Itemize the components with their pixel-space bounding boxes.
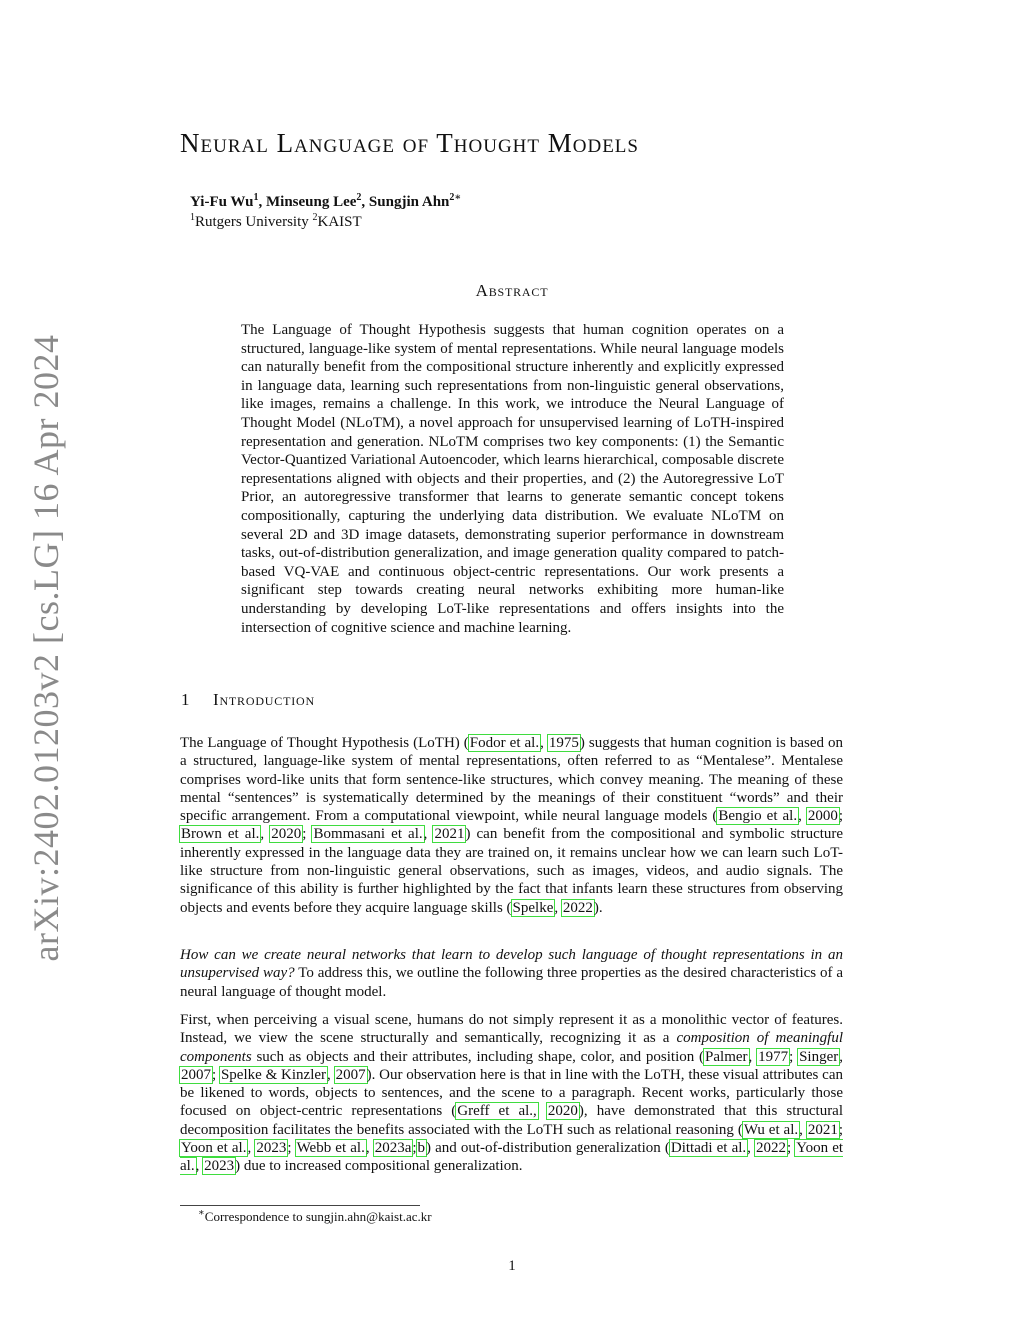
citation-link[interactable]: Spelke & Kinzler (220, 1066, 327, 1083)
section-number: 1 (181, 690, 191, 709)
body-text: The Language of Thought Hypothesis (LoTH) ( (180, 735, 469, 751)
citation-link[interactable]: 2023a (374, 1140, 412, 1157)
footnote (198, 1208, 432, 1225)
page-number: 1 (508, 1258, 516, 1274)
abstract-body: The Language of Thought Hypothesis suggests that human cognition operates on a structured, language-like system of mental representations. While neural language models can naturally benefit from the compositional structure inherently and explicitly expressed in language data, learning such representations from non-linguistic general observations, like images, remains a challenge. In this work, we introduce the Neural Language of Thought Model (NLoTM), a novel approach for unsupervised learning of LoTH-inspired representation and generation. NLoTM comprises two key components: (1) the Semantic Vector-Quantized Variational Autoencoder, which learns hierarchical, composable discrete representations aligned with objects and their properties, and (2) the Autoregressive LoT Prior, an autoregressive transformer that learns to generate semantic concept tokens compositionally, capturing the underlying data distribution. We evaluate NLoTM on several 2D and 3D image datasets, demonstrating superior performance in downstream tasks, out-of-distribution generalization, and image generation quality compared to patch-based VQ-VAE and continuous object-centric representations. Our work presents a significant step towards creating neural networks exhibiting more human-like understanding by developing LoT-like representations and offers insights into the intersection of cognitive science and machine learning. (241, 322, 784, 636)
body-text: , (195, 1158, 204, 1175)
body-text: , (423, 826, 434, 843)
citation-link[interactable]: Yoon et al. (180, 1140, 844, 1175)
abstract-heading: Abstract (475, 281, 549, 300)
body-text: ) can benefit from the compositional and symbolic structure inherently expressed in the language data they are trained on, it remains unclear how we can learn such LoT-like structure from non-linguistic general observations, such as images, videos, and audio signals. The significance of this ability is further highlighted by the fact that infants learn these structures from observing objects and events before they acquire language skills ( (180, 826, 844, 916)
section-heading (181, 690, 315, 710)
citation-link[interactable]: 2022 (562, 899, 593, 916)
citation-link[interactable]: Singer (799, 1048, 839, 1065)
body-text: ) and out-of-distribution generalization ( (426, 1140, 670, 1157)
citation-link[interactable]: 2000 (807, 808, 838, 825)
emphasis-text: How can we create neural networks that learn to develop such language of thought representations in an unsupervised way? (180, 947, 843, 982)
section-title: Introduction (213, 690, 315, 709)
citation-link[interactable]: b (417, 1140, 426, 1157)
body-text: , (247, 1140, 256, 1157)
affiliation-mark: 1 (190, 212, 195, 223)
citation-link[interactable]: 1975 (548, 735, 579, 751)
body-text: , (798, 808, 807, 825)
body-text: , (365, 1140, 374, 1157)
citation-link[interactable]: Fodor et al. (469, 735, 540, 751)
body-text: First, when perceiving a visual scene, humans do not simply represent it as a monolithic vector of features. Instead, we view the scene structurally and semantically, recognizing it as a (180, 1012, 843, 1047)
affiliation-mark: 1 (253, 192, 259, 203)
affiliation-mark: 2∗ (449, 192, 462, 203)
footnote-text: Correspondence to sungjin.ahn@kaist.ac.kr (204, 1209, 432, 1224)
affiliation-mark: 2 (356, 192, 362, 203)
citation-link[interactable]: 2023 (204, 1158, 235, 1175)
body-text: ). Our observation here is that in line with the LoTH, these visual attributes can be likened to words, objects to sentences, and the scene to a paragraph. Recent works, particularly those focused on object-centric representations ( (180, 1066, 843, 1120)
body-text: , (799, 1121, 807, 1138)
affiliation-mark: 2 (312, 212, 318, 223)
body-text: To address this, we outline the following three properties as the desired characteristics of a neural language of thought model. (180, 965, 843, 1000)
body-text: ). (593, 899, 603, 916)
author-name: Minseung Lee (266, 194, 357, 210)
citation-link[interactable]: Spelke (512, 899, 554, 916)
citation-link[interactable]: 2020 (271, 826, 302, 843)
body-text: , (327, 1066, 335, 1083)
body-text: , (260, 826, 271, 843)
body-text: ; (838, 1121, 843, 1138)
body-text: ), have demonstrated that this structural decomposition facilitates the benefits associated with the LoTH such as relational reasoning ( (180, 1103, 844, 1138)
body-text: ; (789, 1048, 799, 1065)
citation-link[interactable]: Palmer (705, 1048, 748, 1065)
citation-link[interactable]: Yoon et al. (181, 1140, 247, 1157)
paper-title: Neural Language of Thought Models (180, 128, 639, 158)
body-text: ; (212, 1066, 220, 1083)
citation-link[interactable]: 2023 (256, 1140, 287, 1157)
citation-link[interactable]: Bommasani et al. (313, 826, 423, 843)
body-text: , (554, 899, 562, 916)
citation-link[interactable]: 2007 (181, 1066, 211, 1083)
emphasis-text: composition of meaningful components (180, 1030, 843, 1065)
citation-link[interactable]: Greff et al., (457, 1103, 537, 1120)
body-text: ; (787, 1140, 796, 1157)
citation-link[interactable]: 2007 (335, 1066, 366, 1083)
citation-link[interactable]: 2021 (434, 826, 465, 843)
body-text: ) suggests that human cognition is based on a structured, language-like system of mental representations, often referred to as “Mentalese”. Mentalese comprises word-like units that form sentence-like structures, which convey meaning. The meaning of these mental “sentences” is systematically determined by the meanings of their constituent “words” and their specific arrangement. From a computational viewpoint, while neural language models ( (180, 735, 844, 825)
citation-link[interactable]: 2021 (807, 1121, 838, 1138)
citation-link[interactable]: 2022 (756, 1140, 787, 1157)
intro-paragraph-3 (180, 1011, 843, 1176)
citation-link[interactable]: Bengio et al. (718, 808, 798, 825)
body-text: , (540, 735, 548, 751)
footnote-rule (180, 1205, 420, 1206)
body-text: ; (412, 1140, 417, 1157)
citation-link[interactable]: Dittadi et al. (670, 1140, 747, 1157)
author-name: Sungjin Ahn (368, 194, 450, 210)
citation-link[interactable]: Webb et al. (296, 1140, 365, 1157)
affiliation-name: KAIST (317, 214, 362, 230)
citation-link[interactable]: 2020 (547, 1103, 578, 1120)
citation-link[interactable]: 1977 (758, 1048, 789, 1065)
footnote-mark: ∗ (198, 1207, 205, 1219)
citation-link[interactable]: Brown et al. (181, 826, 260, 843)
body-text: , (839, 1048, 844, 1065)
affiliation-name: Rutgers University (195, 214, 309, 230)
body-text: , (747, 1140, 756, 1157)
affiliation-list (190, 212, 362, 232)
body-text: , (748, 1048, 758, 1065)
intro-paragraph-1 (180, 734, 843, 917)
body-text: ; (287, 1140, 296, 1157)
author-list: Yi-Fu Wu$^1$, Minseung Lee$^2$, Sungjin Ahn$^{2∗}$ (190, 192, 462, 210)
intro-paragraph-2 (180, 946, 843, 1001)
body-text: ) due to increased compositional generalization. (235, 1158, 523, 1175)
arxiv-identifier: arXiv:2402.01203v2 [cs.LG] 16 Apr 2024 (26, 334, 66, 962)
author-name: Yi-Fu Wu (190, 194, 254, 210)
body-text: ; (838, 808, 843, 825)
body-text: ; (302, 826, 313, 843)
body-text: such as objects and their attributes, including shape, color, and position ( (251, 1048, 705, 1065)
citation-link[interactable]: Wu et al. (743, 1121, 799, 1138)
